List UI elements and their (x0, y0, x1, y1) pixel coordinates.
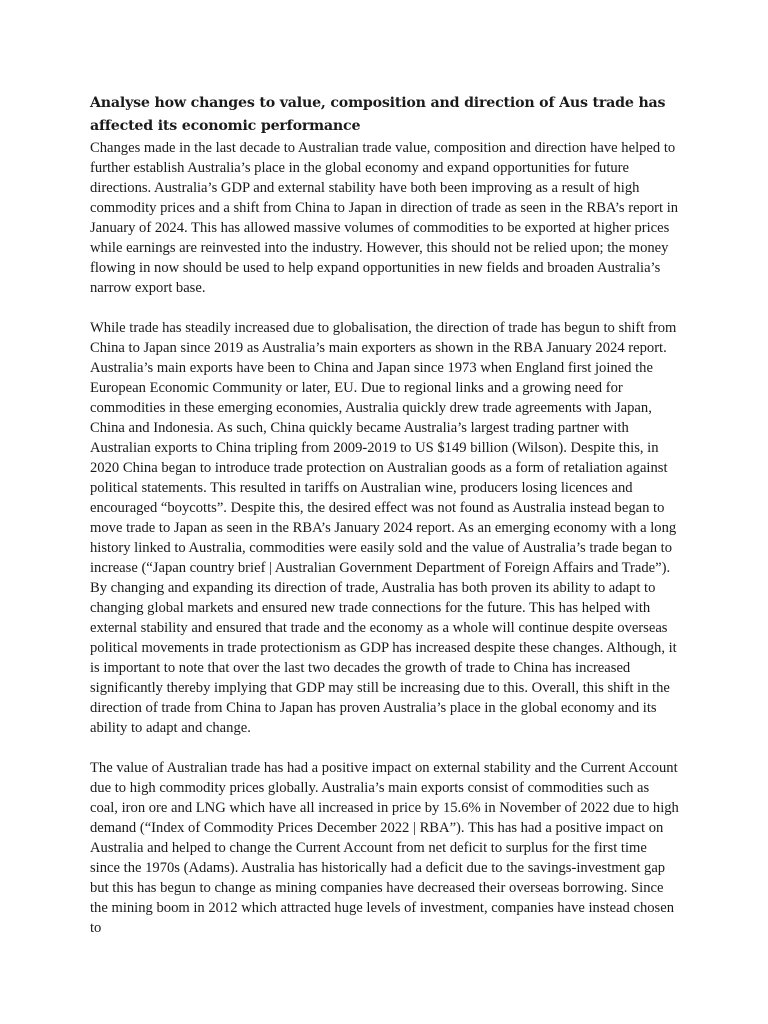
paragraph-value-of-trade: The value of Australian trade has had a positive impact on external stability and the Current Account due to high commodity prices globally. Australia’s main exports consist of commodities such as coal, iron ore and LNG which have all increased in price by 15.6% in November of 2022 due to high demand (“Index of Commodity Prices December 2022 | RBA”). This has had a positive impact on Australia and helped to change the Current Account from net deficit to surplus for the first time since the 1970s (Adams). Australia has historically had a deficit due to the savings-investment gap but this has begun to change as mining companies have decreased their overseas borrowing. Since the mining boom in 2012 which attracted huge levels of investment, companies have instead chosen to (90, 760, 679, 936)
paragraph-direction-of-trade: While trade has steadily increased due to globalisation, the direction of trade has begun to shift from China to Japan since 2019 as Australia’s main exporters as shown in the RBA January 2024 report. Australia’s main exports have been to China and Japan since 1973 when England first joined the European Economic Community or later, EU. Due to regional links and a growing need for commodities in these emerging economies, Australia quickly drew trade agreements with Japan, China and Indonesia. As such, China quickly became Australia’s largest trading partner with Australian exports to China tripling from 2009-2019 to US $149 billion (Wilson). Despite this, in 2020 China began to introduce trade protection on Australian goods as a form of retaliation against political statements. This resulted in tariffs on Australian wine, producers losing licences and encouraged “boycotts”. Despite this, the desired effect was not found as Australia instead began to move trade to Japan as seen in the RBA’s January 2024 report. As an emerging economy with a long history linked to Australia, commodities were easily sold and the value of Australia’s trade began to increase (“Japan country brief | Australian Government Department of Foreign Affairs and Trade”). By changing and expanding its direction of trade, Australia has both proven its ability to adapt to changing global markets and ensured new trade connections for the future. This has helped with external stability and ensured that trade and the economy as a whole will continue despite overseas political movements in trade protectionism as GDP has increased despite these changes. Although, it is important to note that over the last two decades the growth of trade to China has increased significantly thereby implying that GDP may still be increasing due to this. Overall, this shift in the direction of trade from China to Japan has proven Australia’s place in the global economy and its ability to adapt and change. (90, 320, 677, 736)
document-title: Analyse how changes to value, composition and direction of Aus trade has affected its economic performance (90, 95, 666, 134)
document-page (90, 92, 680, 958)
paragraph-intro: Changes made in the last decade to Australian trade value, composition and direction have helped to further establish Australia’s place in the global economy and expand opportunities for future directions. Australia’s GDP and external stability have both been improving as a result of high commodity prices and a shift from China to Japan in direction of trade as seen in the RBA’s report in January of 2024. This has allowed massive volumes of commodities to be exported at higher prices while earnings are reinvested into the industry. However, this should not be relied upon; the money flowing in now should be used to help expand opportunities in new fields and broaden Australia’s narrow export base. (90, 140, 679, 296)
